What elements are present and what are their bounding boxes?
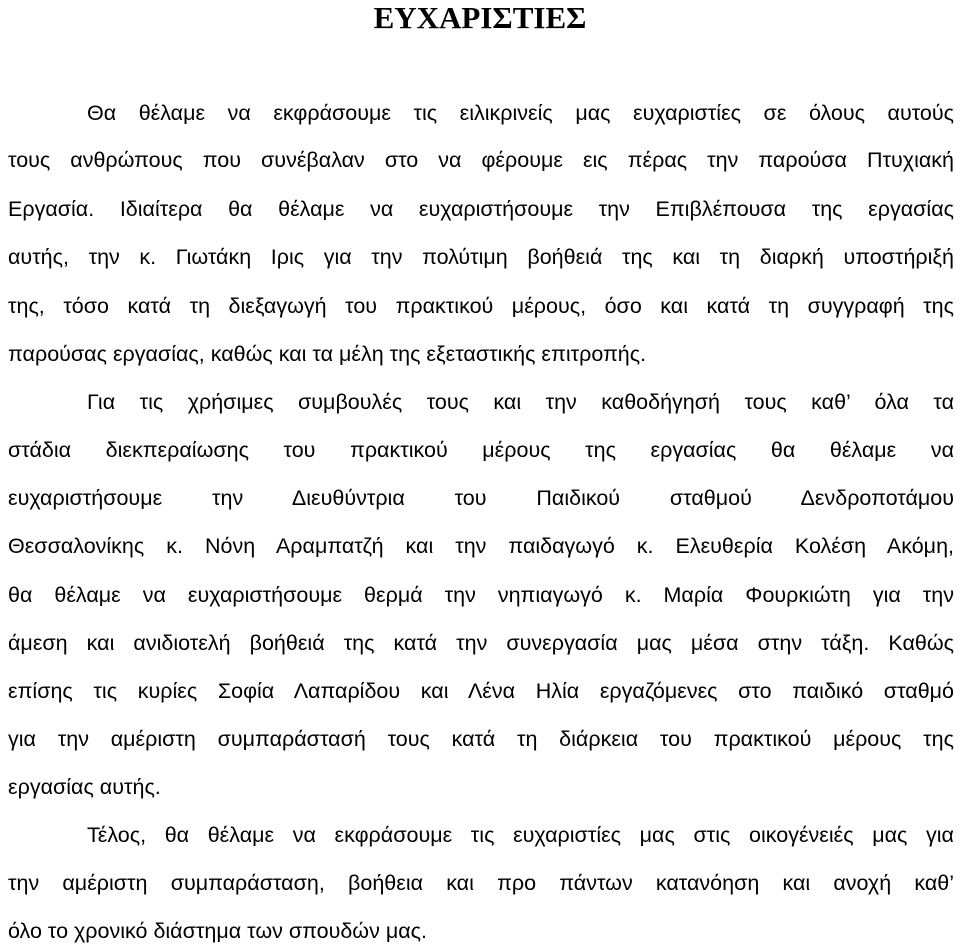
paragraph-line: Εργασία. Ιδιαίτερα θα θέλαμε να ευχαριστήσουμε την Επιβλέπουσα της εργασίας [8, 197, 954, 221]
paragraph-line: της, τόσο κατά τη διεξαγωγή του πρακτικού μέρους, όσο και κατά τη συγγραφή της [8, 294, 954, 318]
page-title: ΕΥΧΑΡΙΣΤΙΕΣ [373, 0, 587, 35]
paragraph-line: θα θέλαμε να ευχαριστήσουμε θερμά την νηπιαγωγό κ. Μαρία Φουρκιώτη για την [8, 583, 954, 607]
paragraph-line: για την αμέριστη συμπαράστασή τους κατά τη διάρκεια του πρακτικού μέρους της [8, 727, 954, 751]
paragraph-line: Θα θέλαμε να εκφράσουμε τις ειλικρινείς μας ευχαριστίες σε όλους αυτούς [87, 101, 954, 125]
paragraph-line: στάδια διεκπεραίωσης του πρακτικού μέρους της εργασίας θα θέλαμε να [8, 438, 954, 462]
paragraph-line: εργασίας αυτής. [8, 775, 161, 799]
paragraph-line: άμεση και ανιδιοτελή βοήθειά της κατά την συνεργασία μας μέσα στην τάξη. Καθώς [8, 631, 954, 655]
paragraph-line: Για τις χρήσιμες συμβουλές τους και την καθοδήγησή τους καθ’ όλα τα [87, 390, 954, 414]
paragraph-line: τους ανθρώπους που συνέβαλαν στο να φέρουμε εις πέρας την παρούσα Πτυχιακή [8, 148, 954, 172]
paragraph-line: παρούσας εργασίας, καθώς και τα μέλη της εξεταστικής επιτροπής. [8, 342, 647, 366]
paragraph-line: όλο το χρονικό διάστημα των σπουδών μας. [8, 919, 427, 943]
paragraph-line: Θεσσαλονίκης κ. Νόνη Αραμπατζή και την παιδαγωγό κ. Ελευθερία Κολέση Ακόμη, [8, 534, 954, 558]
paragraph-line: ευχαριστήσουμε την Διευθύντρια του Παιδικού σταθμού Δενδροποτάμου [8, 486, 954, 510]
paragraph-line: αυτής, την κ. Γιωτάκη Ιρις για την πολύτιμη βοήθειά της και τη διαρκή υποστήριξή [8, 245, 954, 269]
paragraph-line: την αμέριστη συμπαράσταση, βοήθεια και προ πάντων κατανόηση και ανοχή καθ’ [8, 871, 954, 895]
paragraph-line: Τέλος, θα θέλαμε να εκφράσουμε τις ευχαριστίες μας στις οικογένειές μας για [87, 823, 954, 847]
paragraph-line: επίσης τις κυρίες Σοφία Λαπαρίδου και Λένα Ηλία εργαζόμενες στο παιδικό σταθμό [8, 679, 954, 703]
